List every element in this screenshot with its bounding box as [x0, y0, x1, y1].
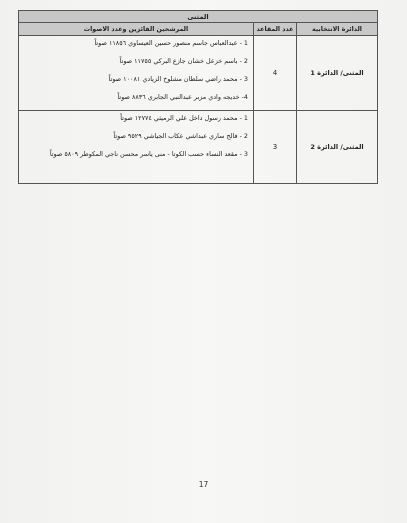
- candidate-entry: 1 - عبدالعباس جاسم منصور حسين العيساوي ١١٨٥٦ صوتاً: [94, 39, 248, 47]
- seats-count: 3: [254, 111, 297, 184]
- election-results-table: [18, 10, 378, 184]
- header-seats: عدد المقاعد: [254, 23, 297, 36]
- seats-count: 4: [254, 36, 297, 111]
- table-title-row: [19, 11, 378, 23]
- table-row-district-1: [19, 36, 378, 111]
- candidate-entry: 3 - محمد راضي سلطان مشلوخ الزيادي ١٠٠٨١ صوتاً: [108, 75, 248, 83]
- table-row-district-2: [19, 111, 378, 184]
- candidate-entry: 1 - محمد رسول داخل علي الرميثي ١٢٧٧٤ صوتاً: [120, 114, 248, 122]
- candidates-cell: [19, 111, 254, 184]
- table-title: المثنى: [19, 11, 378, 23]
- header-district: الدائرة الانتخابية: [297, 23, 378, 36]
- candidate-entry: 3 - مقعد النساء حسب الكوتا - منى ياسر محسن ناجي المكوطر ٥٨٠٩ صوتاً: [49, 150, 248, 158]
- candidate-entry: 2 - فالح ساري عبداشي عكاب الجياشي ٩٥٢٩ صوتاً: [113, 132, 248, 140]
- candidate-entry: 2 - باسم خزعل خشان جازع البركي ١١٧٥٥ صوتاً: [119, 57, 248, 65]
- district-name: المثنى/ الدائرة 1: [297, 36, 378, 111]
- candidate-entry: 4- خديجه وادي مزبر عبدالنبي الجابري ٨٨٣٦ صوتاً: [117, 93, 248, 101]
- page-number: 17: [198, 480, 209, 489]
- header-candidates: المرشحين الفائزين وعدد الاصوات: [19, 23, 254, 36]
- table-header-row: [19, 23, 378, 36]
- candidates-cell: [19, 36, 254, 111]
- district-name: المثنى/ الدائرة 2: [297, 111, 378, 184]
